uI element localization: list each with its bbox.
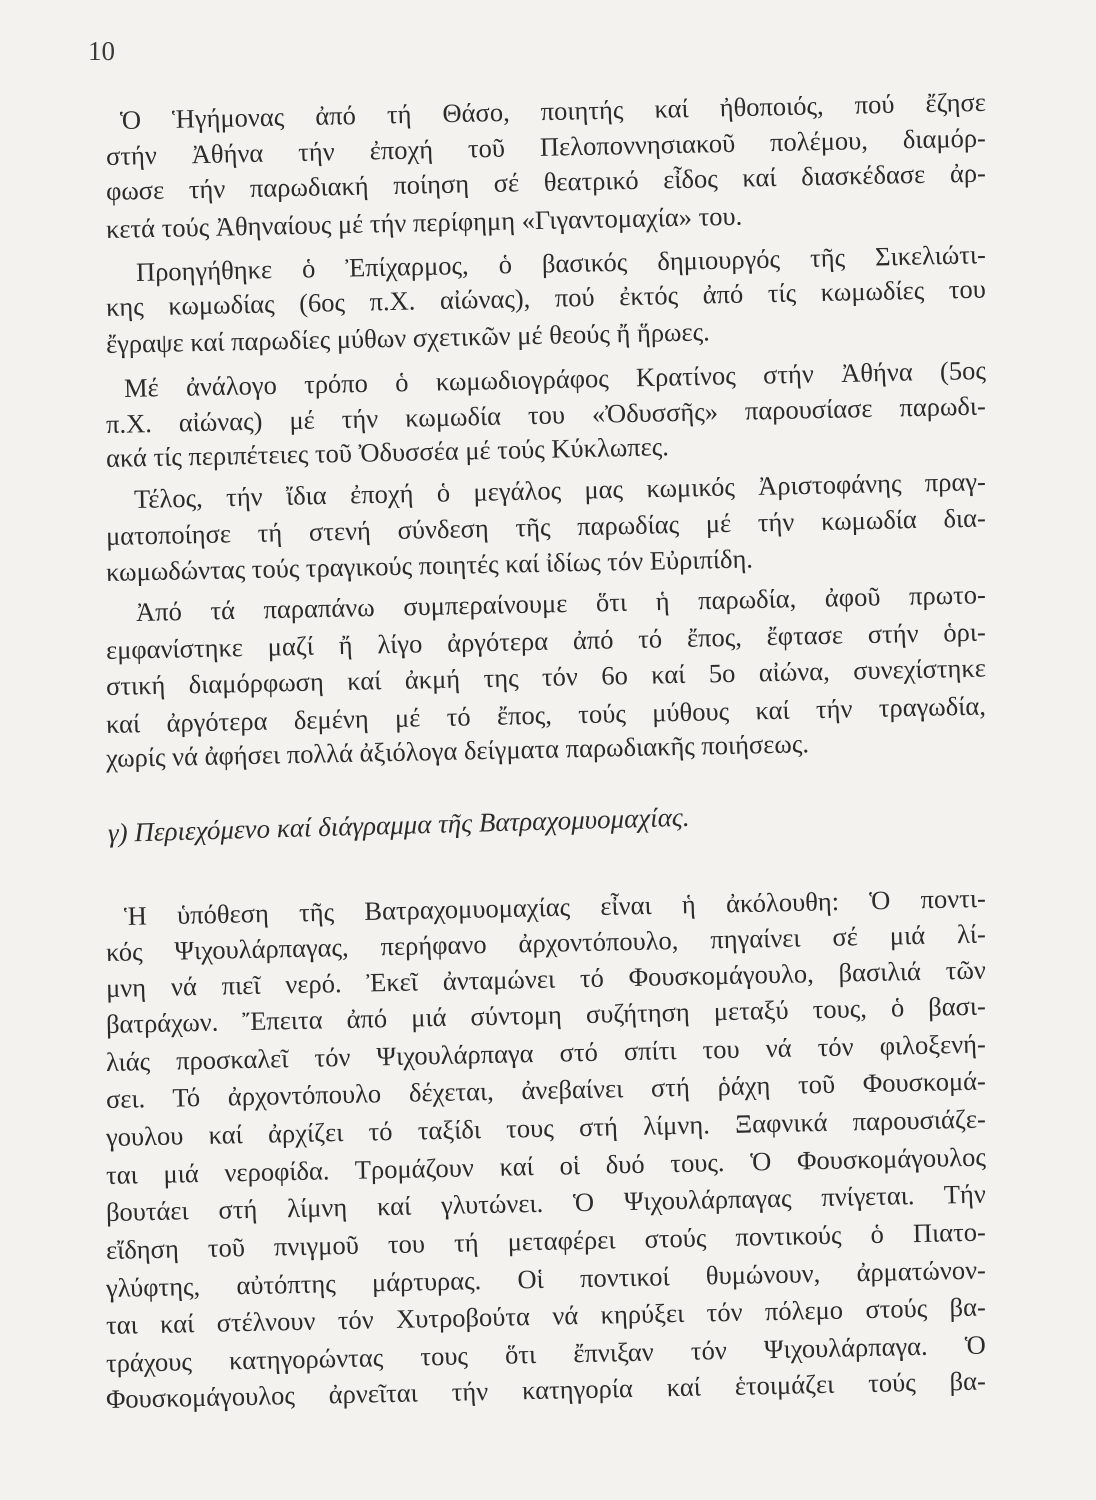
text-line: Τέλος, τήν ἴδια ἐποχή ὁ μεγάλος μας κωμικός Ἀριστοφάνης πραγ- (133, 466, 987, 514)
text-line: Μέ ἀνάλογο τρόπο ὁ κωμωδιογράφος Κρατίνος στήν Ἀθήνα (5ος (123, 354, 987, 403)
text-line: εμφανίστηκε μαζί ἤ λίγο ἀργότερα ἀπό τό ἔπος, ἔφτασε στήν ὁρι- (105, 616, 987, 665)
text-line: Ἀπό τά παραπάνω συμπεραίνουμε ὅτι ἡ παρωδία, ἀφοῦ πρωτο- (135, 579, 987, 627)
text-line: σει. Τό ἀρχοντόπουλο δέχεται, ἀνεβαίνει στή ῥάχη τοῦ Φουσκομά- (105, 1065, 987, 1114)
text-line: ἔγραψε καί παρωδίες μύθων σχετικῶν μέ θεούς ἤ ἥρωες. (105, 316, 710, 359)
text-line: κωμωδώντας τούς τραγικούς ποιητές καί ἰδίως τόν Εὐριπίδη. (105, 543, 754, 587)
text-line: χωρίς νά ἀφήσει πολλά ἀξιόλογα δείγματα παρωδιακῆς ποιήσεως. (105, 728, 810, 773)
text-line: στήν Ἀθήνα τήν ἐποχή τοῦ Πελοποννησιακοῦ πολέμου, διαμόρ- (105, 122, 987, 171)
text-line: τράχους κατηγορώντας τους ὅτι ἔπνιξαν τόν Ψιχουλάρπαγα. Ὁ (105, 1329, 987, 1378)
text-line: φωσε τήν παρωδιακή ποίηση σέ θεατρικό εἶδος καί διασκέδασε ἀρ- (105, 157, 987, 206)
text-line: ακά τίς περιπέτειες τοῦ Ὀδυσσέα μέ τούς Κύκλωπες. (105, 431, 670, 473)
page-number: 10 (88, 36, 115, 66)
text-line: λιάς προσκαλεῖ τόν Ψιχουλάρπαγα στό σπίτι του νά τόν φιλοξενή- (105, 1028, 987, 1077)
text-line: ται καί στέλνουν τόν Χυτροβούτα νά κηρύξει τόν πόλεμο στούς βα- (105, 1291, 987, 1340)
text-line: Ὁ Ἡγήμονας ἀπό τή Θάσο, ποιητής καί ἠθοποιός, πού ἔζησε (119, 86, 987, 135)
text-line: εἴδηση τοῦ πνιγμοῦ του τή μεταφέρει στούς ποντικούς ὁ Πιατο- (105, 1216, 987, 1265)
text-line: κετά τούς Ἀθηναίους μέ τήν περίφημη «Γιγαντομαχία» του. (105, 200, 743, 244)
text-line: Προηγήθηκε ὁ Ἐπίχαρμος, ὁ βασικός δημιουργός τῆς Σικελιώτι- (135, 239, 987, 287)
text-line: π.Χ. αἰώνας) μέ τήν κωμωδία του «Ὀδυσσῆς» παρουσίασε παρωδι- (105, 390, 987, 439)
text-line: βουτάει στή λίμνη καί γλυτώνει. Ὁ Ψιχουλάρπαγας πνίγεται. Τήν (105, 1178, 987, 1227)
text-line: βατράχων. Ἔπειτα ἀπό μιά σύντομη συζήτηση μεταξύ τους, ὁ βασι- (105, 990, 987, 1039)
section-heading: γ) Περιεχόμενο καί διάγραμμα τῆς Βατραχομυομαχίας. (107, 801, 690, 848)
text-line: κός Ψιχουλάρπαγας, περήφανο ἀρχοντόπουλο, πηγαίνει σέ μιά λί- (105, 918, 987, 967)
text-line: γλύφτης, αὐτόπτης μάρτυρας. Οἱ ποντικοί θυμώνουν, ἀρματώνον- (105, 1254, 987, 1303)
text-line: καί ἀργότερα δεμένη μέ τό ἔπος, τούς μύθους καί τήν τραγωδία, (105, 690, 987, 739)
text-line: Φουσκομάγουλος ἀρνεῖται τήν κατηγορία καί ἑτοιμάζει τούς βα- (105, 1365, 987, 1414)
text-line: μνη νά πιεῖ νερό. Ἐκεῖ ἀνταμώνει τό Φουσκομάγουλο, βασιλιά τῶν (105, 954, 987, 1003)
text-line: στική διαμόρφωση καί ἀκμή της τόν 6ο καί 5ο αἰώνα, συνεχίστηκε (105, 652, 987, 701)
text-line: κης κωμωδίας (6ος π.Χ. αἰώνας), πού ἐκτός ἀπό τίς κωμωδίες του (105, 273, 987, 322)
text-line: ται μιά νεροφίδα. Τρομάζουν καί οἱ δυό τους. Ὁ Φουσκομάγουλος (105, 1141, 987, 1190)
text-line: γουλου καί ἀρχίζει τό ταξίδι τους στή λίμνη. Ξαφνικά παρουσιάζε- (105, 1103, 987, 1152)
text-line: ματοποίησε τή στενή σύνδεση τῆς παρωδίας μέ τήν κωμωδία δια- (105, 502, 987, 551)
text-line: Ἡ ὑπόθεση τῆς Βατραχομυομαχίας εἶναι ἡ ἀκόλουθη: Ὁ ποντι- (123, 882, 987, 931)
